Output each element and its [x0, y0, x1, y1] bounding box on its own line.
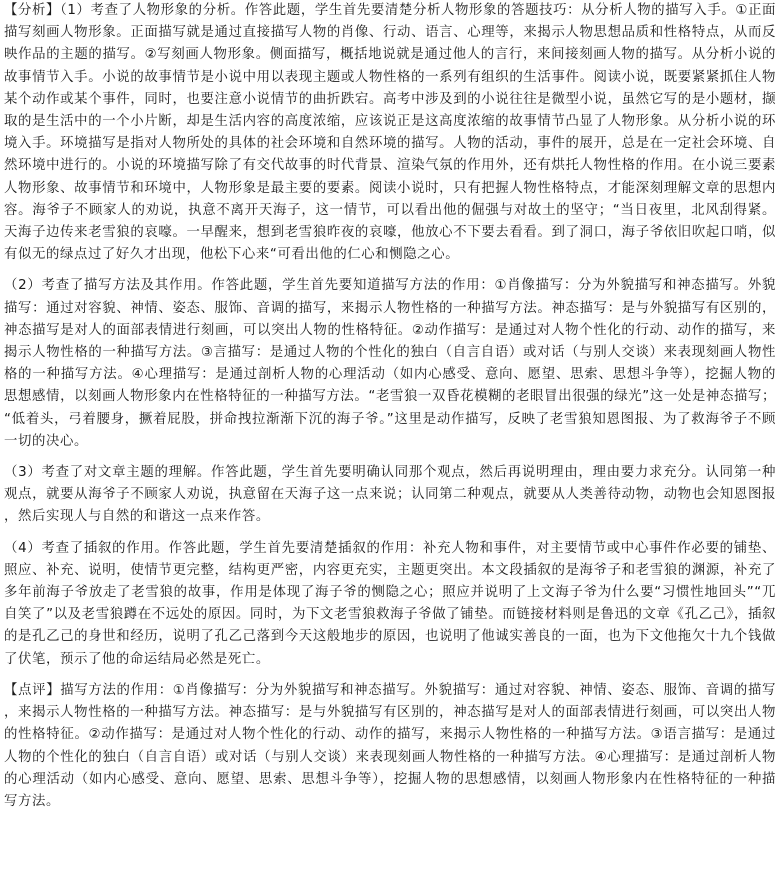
- question-2-paragraph: （2）考查了描写方法及其作用。作答此题，学生首先要知道描写方法的作用：①肖像描写：分为外貌描写和神态描写。外貌描写：通过对容貌、神情、姿态、服饰、音调的描写，来揭示人物性格的一种描写方法。神态描写：是与外貌描写有区别的，神态描写是对人的面部表情进行刻画，可以突出人物的性格特征。②动作描写：是通过对人物个性化的行动、动作的描写，来揭示人物性格的一种描写方法。③言描写：是通过人物的个性化的独白（自言自语）或对话（与别人交谈）来表现刻画人物性格的一种描写方法。④心理描写：是通过剖析人物的心理活动（如内心感受、意向、愿望、思索、思想斗争等），挖掘人物的思想感情，以刻画人物形象内在性格特征的一种描写方法。“老雪狼一双昏花模糊的老眼冒出很强的绿光”这一处是神态描写；“低着头，弓着腰身，撅着屁股，拼命拽拉渐渐下沉的海子爷。”这里是动作描写，反映了老雪狼知恩图报、为了救海爷子不顾一切的决心。: [4, 278, 776, 449]
- question-4-paragraph: （4）考查了插叙的作用。作答此题，学生首先要清楚插叙的作用：补充人物和事件，对主要情节或中心事件作必要的铺垫、照应、补充、说明，使情节更完整，结构更严密，内容更充实，主题更突出。本文段插叙的是海爷子和老雪狼的渊源，补充了多年前海子爷放走了老雪狼的故事，作用是体现了海子爷的恻隐之心；照应并说明了上文海子爷为什么要“习惯性地回头”“兀自笑了”以及老雪狼蹲在不远处的原因。同时，为下文老雪狼救海子爷做了铺垫。而链接材料则是鲁迅的文章《孔乙己》，插叙的是孔乙己的身世和经历，说明了孔乙己落到今天这般地步的原因，也说明了他诚实善良的一面，也为下文他拖欠十九个钱做了伏笔，预示了他的命运结局必然是死亡。: [4, 540, 776, 667]
- review-paragraph: 【点评】描写方法的作用：①肖像描写：分为外貌描写和神态描写。外貌描写：通过对容貌、神情、姿态、服饰、音调的描写，来揭示人物性格的一种描写方法。神态描写：是与外貌描写有区别的，神态描写是对人的面部表情进行刻画，可以突出人物的性格特征。②动作描写：是通过对人物个性化的行动、动作的描写，来揭示人物性格的一种描写方法。③语言描写：是通过人物的个性化的独白（自言自语）或对话（与别人交谈）来表现刻画人物性格的一种描写方法。④心理描写：是通过剖析人物的心理活动（如内心感受、意向、愿望、思索、思想斗争等），挖掘人物的思想感情，以刻画人物形象内在性格特征的一种描写方法。: [4, 682, 776, 809]
- analysis-paragraph: 【分析】（1）考查了人物形象的分析。作答此题，学生首先要清楚分析人物形象的答题技巧：从分析人物的描写入手。①正面描写刻画人物形象。正面描写就是通过直接描写人物的肖像、行动、语言、心理等，来揭示人物思想品质和性格特点，从而反映作品的主题的描写。②写刻画人物形象。侧面描写，概括地说就是通过他人的言行，来间接刻画人物的描写。从分析小说的故事情节入手。小说的故事情节是小说中用以表现主题或人物性格的一系列有组织的生活事件。阅读小说，既要紧紧抓住人物某个动作或某个事件，同时，也要注意小说情节的曲折跌宕。高考中涉及到的小说往往是微型小说，虽然它写的是小题材，撷取的是生活中的一个小片断，却是生活内容的高度浓缩，应该说正是这高度浓缩的故事情节凸显了人物形象。从分析小说的环境入手。环境描写是指对人物所处的具体的社会环境和自然环境的描写。人物的活动，事件的展开，总是在一定社会环境、自然环境中进行的。小说的环境描写除了有交代故事的时代背景、渲染气氛的作用外，还有烘托人物性格的作用。在小说三要素人物形象、故事情节和环境中，人物形象是最主要的要素。阅读小说时，只有把握人物性格特点，才能深刻理解文章的思想内容。海爷子不顾家人的劝说，执意不离开天海子，这一情节，可以看出他的倔强与对故土的坚守；“当日夜里，北风刮得紧。天海子边传来老雪狼的哀嚎。一早醒来，想到老雪狼昨夜的哀嚎，他放心不下要去看看。到了洞口，海子爷依旧吹起口哨，似有似无的绿点过了好久才出现，他松下心来“可看出他的仁心和恻隐之心。: [4, 3, 776, 263]
- question-3-paragraph: （3）考查了对文章主题的理解。作答此题，学生首先要明确认同那个观点，然后再说明理由，理由要力求充分。认同第一种观点，就要从海爷子不顾家人劝说，执意留在天海子这一点来说；认同第二种观点，就要从人类善待动物，动物也会知恩图报，然后实现人与自然的和谐这一点来作答。: [4, 465, 776, 525]
